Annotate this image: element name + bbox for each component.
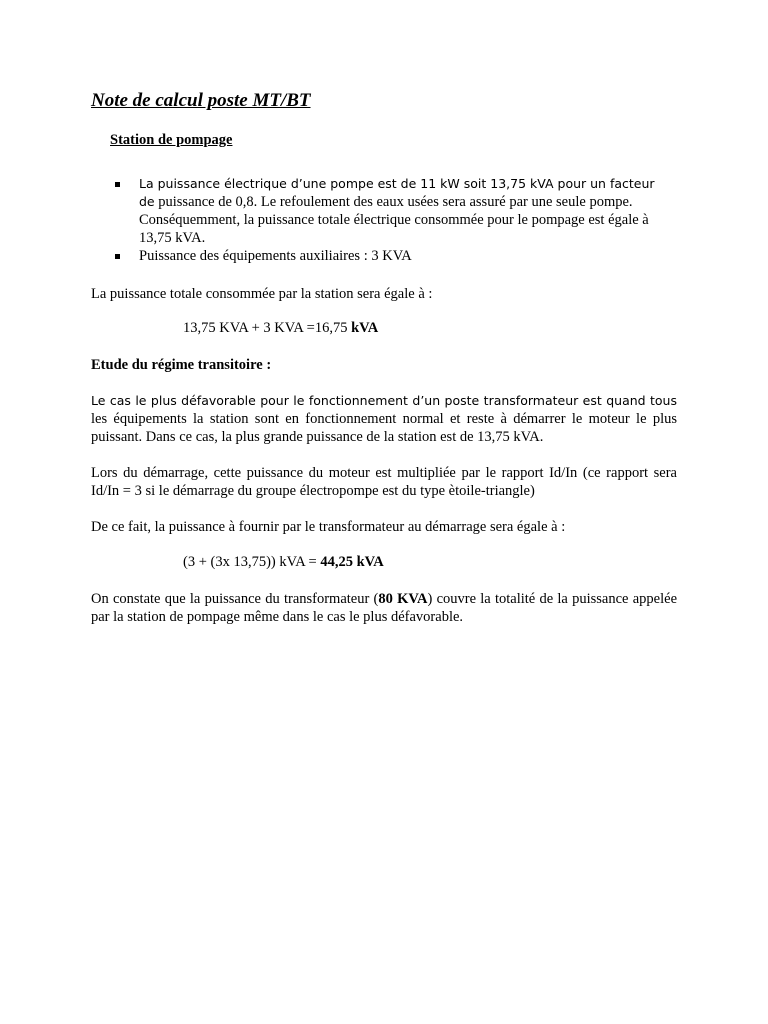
heading-transitoire: Etude du régime transitoire :: [91, 357, 272, 373]
bullet-text-sans: La puissance électrique d’une pompe est de 11 kW soit 13,75 kVA pour un facteur de: [139, 176, 655, 209]
bullet-item-pump-power: [112, 175, 672, 247]
bullet-item-auxiliary: [112, 247, 672, 265]
conclusion-text-2: ) couvre la totalité de la puissance appelée par la station de pompage même dans le cas le plus défavorable.: [91, 591, 677, 625]
square-bullet-icon: [115, 254, 120, 259]
paragraph-text-rest: les équipements la station sont en fonctionnement normal et reste à démarrer le moteur le plus puissant. Dans ce cas, la plus grande puissance de la station est de 13,75 kVA.: [91, 411, 677, 445]
formula-text: (3 + (3x 13,75)) kVA =: [183, 554, 321, 570]
section-subtitle: Station de pompage: [110, 132, 233, 148]
transformer-power: 80 KVA: [378, 591, 428, 607]
formula-total: [183, 320, 378, 337]
square-bullet-icon: [115, 182, 120, 187]
formula-startup: [183, 554, 384, 571]
bullet-list: [112, 175, 672, 265]
bullet-text-rest: puissance de 0,8. Le refoulement des eaux usées sera assuré par une seule pompe. Conséquemment, la puissance totale électrique consommée pour le pompage est égale à 13,75 kVA.: [139, 194, 649, 246]
paragraph-transformer-startup: De ce fait, la puissance à fournir par le transformateur au démarrage sera égale à :: [91, 519, 566, 535]
document-title: Note de calcul poste MT/BT: [91, 90, 311, 111]
formula-result: 44,25 kVA: [320, 554, 384, 570]
paragraph-startup: Lors du démarrage, cette puissance du moteur est multipliée par le rapport Id/In (ce rapport sera Id/In = 3 si le démarrage du groupe électropompe est du type ètoile-triangle): [91, 465, 677, 499]
conclusion-text-1: On constate que la puissance du transformateur (: [91, 591, 379, 607]
paragraph-worst-case: [91, 392, 677, 446]
formula-text: 13,75 KVA + 3 KVA =16,75: [183, 320, 352, 336]
formula-unit: kVA: [351, 320, 379, 336]
bullet-text: Puissance des équipements auxiliaires : 3 KVA: [139, 248, 412, 264]
paragraph-conclusion: [91, 590, 677, 626]
paragraph-text-sans: Le cas le plus défavorable pour le fonctionnement d’un poste transformateur est quand tous: [91, 393, 677, 408]
paragraph-total-power: La puissance totale consommée par la station sera égale à :: [91, 286, 433, 302]
